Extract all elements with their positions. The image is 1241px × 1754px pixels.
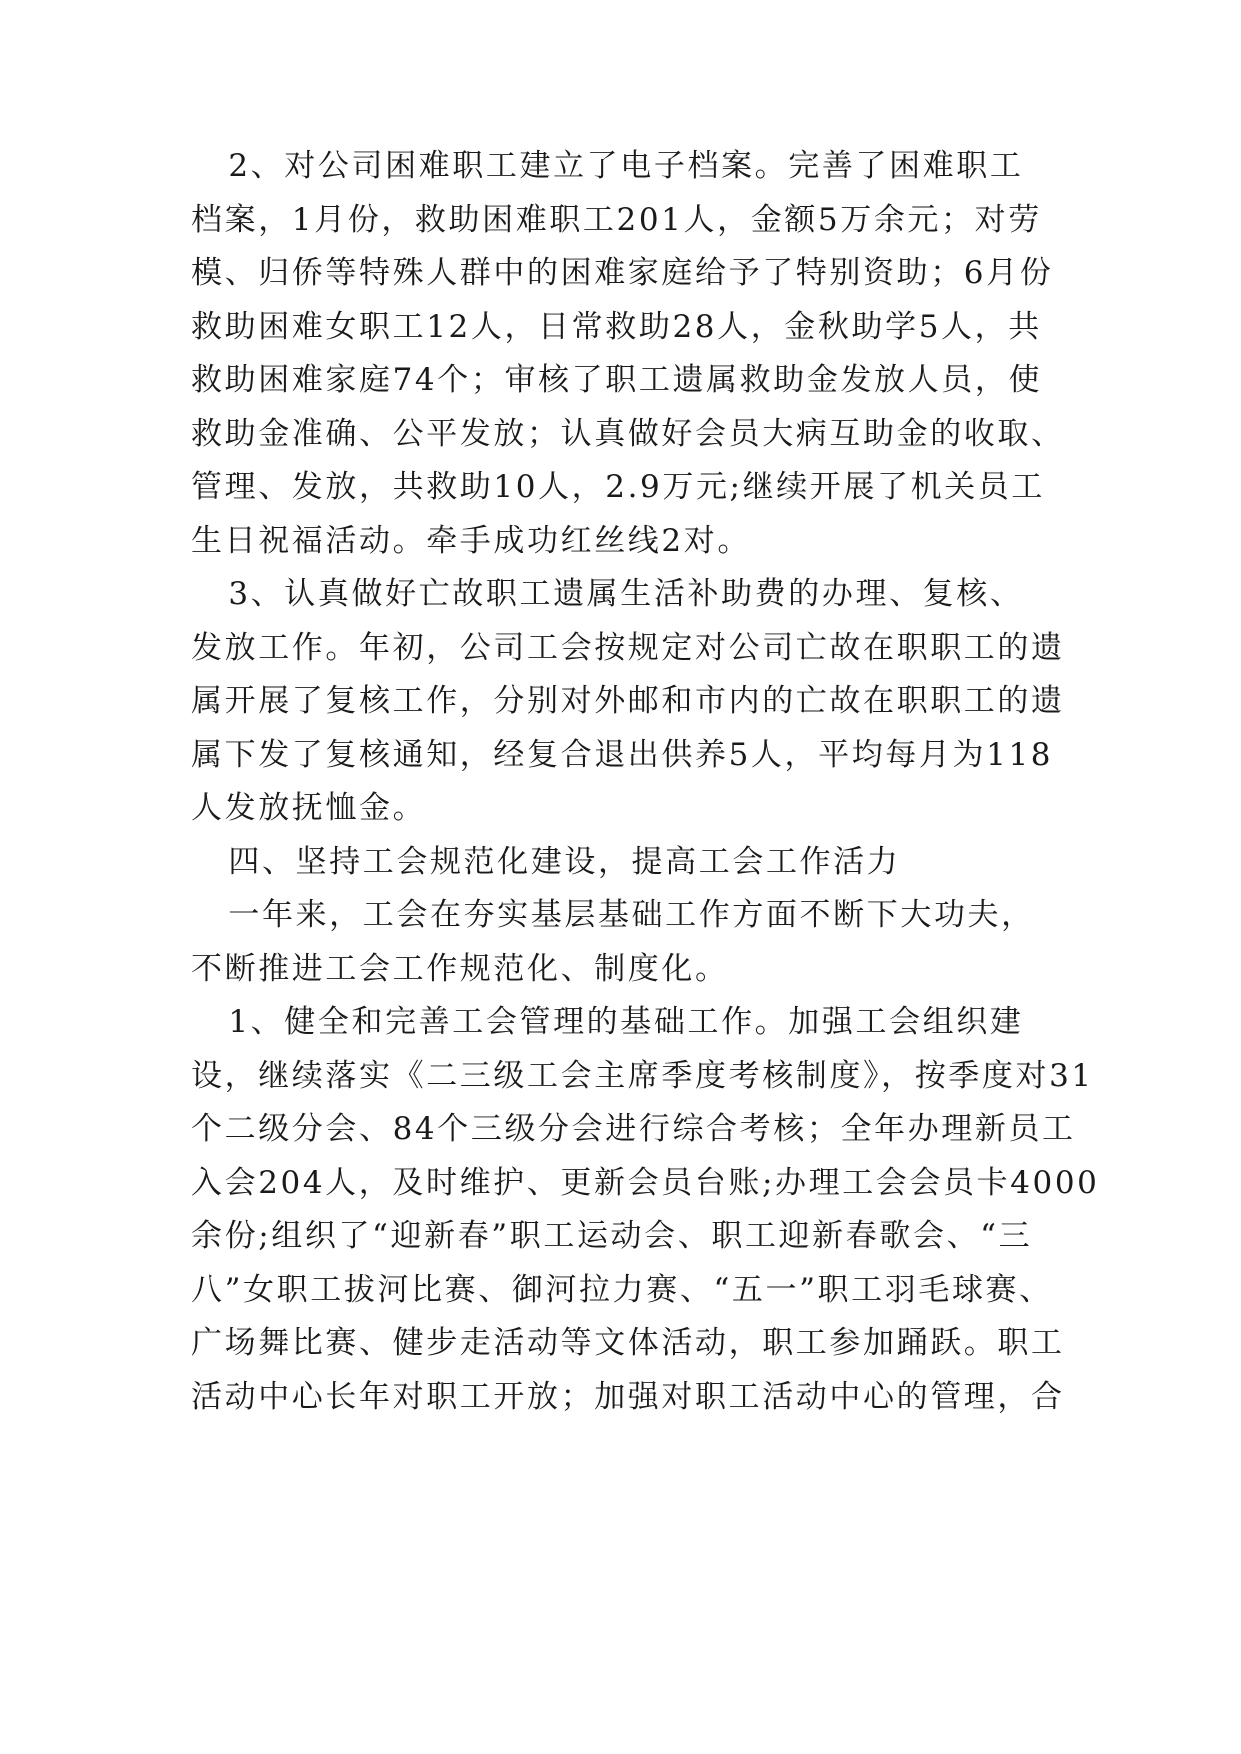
text-line: 一年来，工会在夯实基层基础工作方面不断下大功夫， bbox=[191, 897, 1035, 933]
text-line: 入会204人，及时维护、更新会员台账;办理工会会员卡4000 bbox=[191, 1165, 1100, 1201]
text-line: 管理、发放，共救助10人，2.9万元;继续开展了机关员工 bbox=[191, 469, 1045, 505]
text-line: 救助金准确、公平发放；认真做好会员大病互助金的收取、 bbox=[191, 416, 1065, 452]
text-line: 活动中心长年对职工开放；加强对职工活动中心的管理，合 bbox=[191, 1379, 1065, 1415]
text-line: 救助困难家庭74个；审核了职工遗属救助金发放人员，使 bbox=[191, 362, 1043, 398]
text-line: 个二级分会、84个三级分会进行综合考核；全年办理新员工 bbox=[191, 1111, 1076, 1147]
text-line: 2、对公司困难职工建立了电子档案。完善了困难职工 bbox=[191, 148, 1024, 184]
section-heading: 四、坚持工会规范化建设，提高工会工作活力 bbox=[191, 844, 901, 880]
text-line: 人发放抚恤金。 bbox=[191, 790, 427, 826]
text-line: 属开展了复核工作，分别对外邮和市内的亡故在职职工的遗 bbox=[191, 683, 1065, 719]
text-line: 广场舞比赛、健步走活动等文体活动，职工参加踊跃。职工 bbox=[191, 1325, 1065, 1361]
text-line: 属下发了复核通知，经复合退出供养5人，平均每月为118 bbox=[191, 737, 1054, 773]
text-line: 设，继续落实《二三级工会主席季度考核制度》，按季度对31 bbox=[191, 1058, 1094, 1094]
text-line: 生日祝福活动。牵手成功红丝线2对。 bbox=[191, 523, 751, 559]
text-line: 档案，1月份，救助困难职工201人，金额5万余元；对劳 bbox=[191, 202, 1042, 238]
text-line: 不断推进工会工作规范化、制度化。 bbox=[191, 951, 729, 987]
text-line: 1、健全和完善工会管理的基础工作。加强工会组织建 bbox=[191, 1004, 1024, 1040]
text-line: 救助困难女职工12人，日常救助28人，金秋助学5人，共 bbox=[191, 309, 1042, 345]
text-line: 3、认真做好亡故职工遗属生活补助费的办理、复核、 bbox=[191, 576, 1024, 612]
text-line: 余份;组织了“迎新春”职工运动会、职工迎新春歌会、“三 bbox=[191, 1218, 1033, 1254]
text-line: 八”女职工拔河比赛、御河拉力赛、“五一”职工羽毛球赛、 bbox=[191, 1272, 1053, 1308]
text-line: 发放工作。年初，公司工会按规定对公司亡故在职职工的遗 bbox=[191, 630, 1065, 666]
text-line: 模、归侨等特殊人群中的困难家庭给予了特别资助；6月份 bbox=[191, 255, 1054, 291]
